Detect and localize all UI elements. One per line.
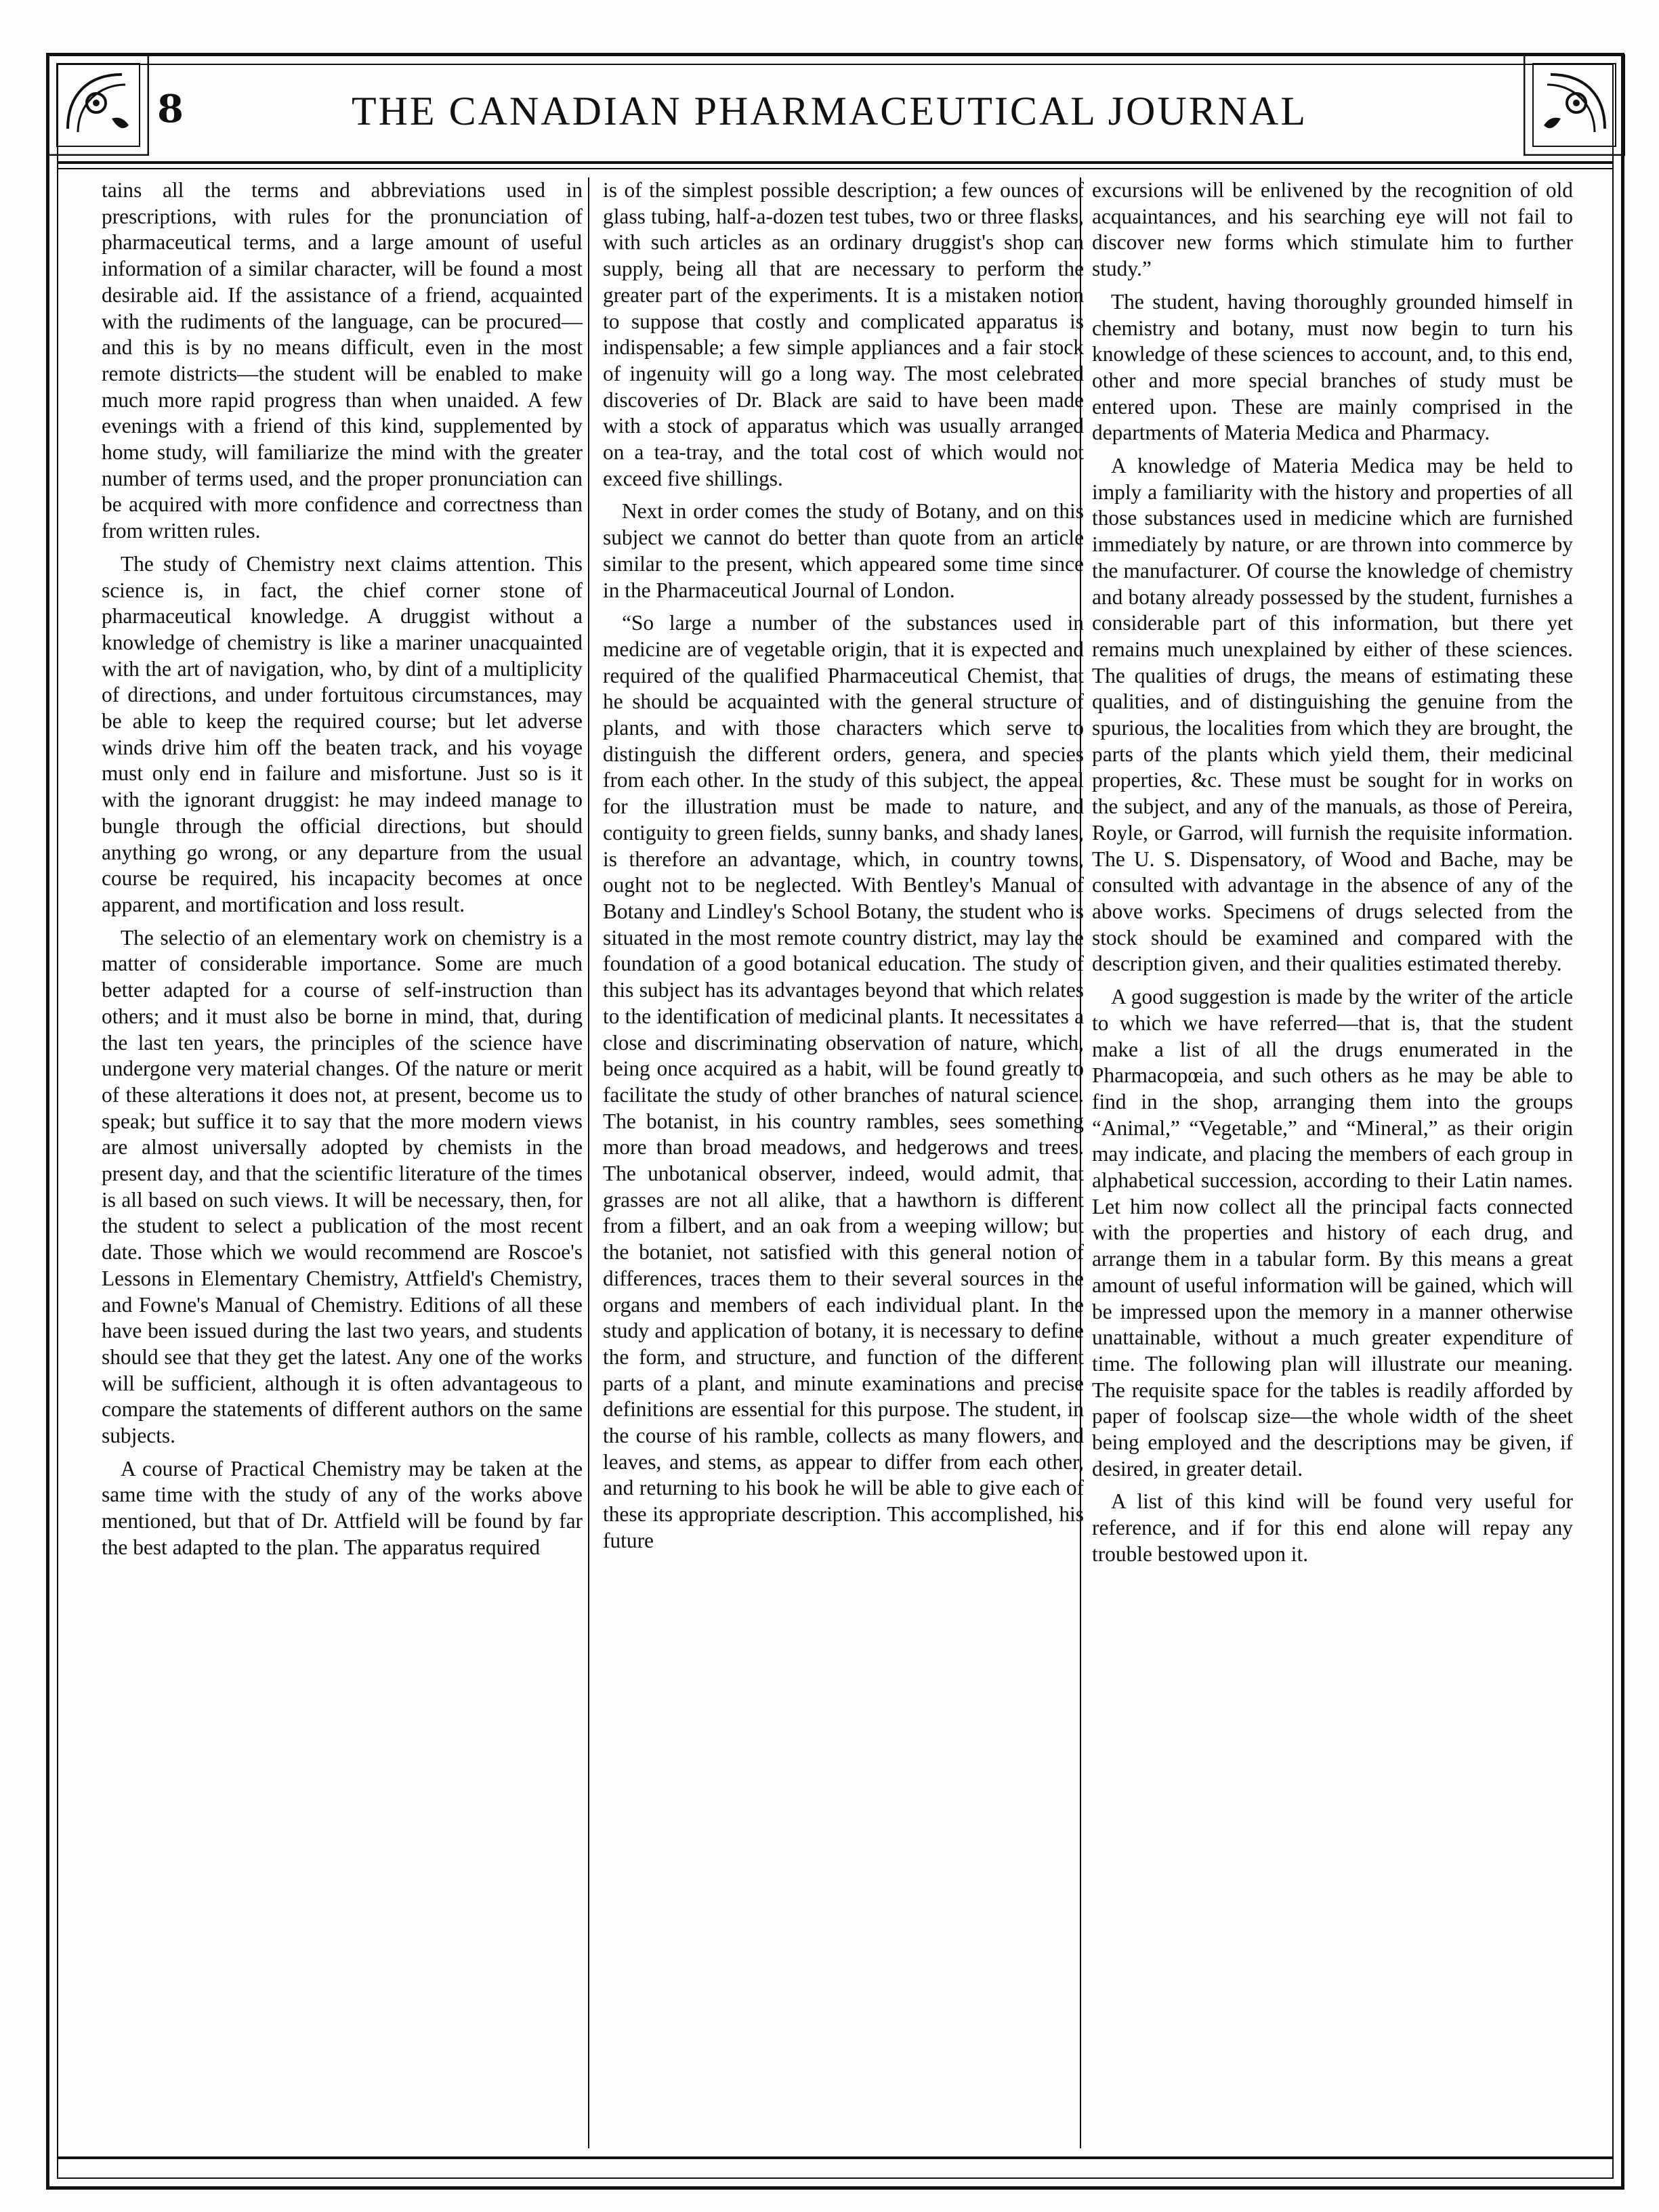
paragraph: The selectio of an elementary work on chemistry is a matter of considerable importance. Some are much better adapted for a course of self-instruction than others; and it must also be borne in mind, that, during the last ten years, the principles of the science have undergone very material changes. Of the nature or merit of these alterations it does not, at present, become us to speak; but suffice it to say that the more modern views are almost universally adopted by chemists in the present day, and that the scientific literature of the times is all based on such views. It will be necessary, then, for the student to select a publication of the most recent date. Those which we would recommend are Roscoe's Lessons in Elementary Chemistry, Attfield's Chemistry, and Fowne's Manual of Chemistry. Editions of all these have been issued during the last two years, and students should see that they get the latest. Any one of the works will be sufficient, although it is often advantageous to compare the statements of different authors on the same subjects. (102, 925, 583, 1448)
footer-divider (57, 2156, 1614, 2159)
journal-title: THE CANADIAN PHARMACEUTICAL JOURNAL (351, 89, 1308, 133)
page-number: 8 (157, 87, 184, 131)
paragraph: tains all the terms and abbreviations used in prescriptions, with rules for the pronunciation of pharmaceutical terms, and a large amount of useful information of a similar character, will be found a most desirable aid. If the assistance of a friend, acquainted with the rudiments of the language, can be procured—and this is by no means difficult, even in the most remote districts—the student will be enabled to make much more rapid progress than when unaided. A few evenings with a friend of this kind, supplemented by home study, will familiarize the mind with the greater number of terms used, and the proper pronunciation can be acquired with more confidence and correctness than from written rules. (102, 178, 583, 543)
text-column-1 (102, 177, 583, 2148)
paragraph: A good suggestion is made by the writer of the article to which we have referred—that is, that the student make a list of all the drugs enumerated in the Pharmacopœia, and such others as he may be able to find in the shop, arranging them into the groups “Animal,” “Vegetable,” and “Mineral,” as their origin may indicate, and placing the members of each group in alphabetical succession, according to their Latin names. Let him now collect all the principal facts connected with the properties and history of each drug, and arrange them in a tabular form. By this means a great amount of useful information will be gained, which will be impressed upon the memory in a manner otherwise unattainable, without a much greater expenditure of time. The following plan will illustrate our meaning. The requisite space for the tables is readily afforded by paper of foolscap size—the whole width of the sheet being employed and the descriptions may be given, if desired, in greater detail. (1092, 985, 1573, 1481)
paragraph: A list of this kind will be found very useful for reference, and if for this end alone will repay any trouble bestowed upon it. (1092, 1489, 1573, 1566)
paragraph: is of the simplest possible description; a few ounces of glass tubing, half-a-dozen test tubes, two or three flasks, with such articles as an ordinary druggist's shop can supply, being all that are necessary to perform the greater part of the experiments. It is a mistaken notion to suppose that costly and complicated apparatus is indispensable; a few simple appliances and a fair stock of ingenuity will go a long way. The most celebrated discoveries of Dr. Black are said to have been made with a stock of apparatus which was usually arranged on a tea-tray, and the total cost of which would not exceed five shillings. (603, 178, 1084, 490)
text-column-3 (1092, 177, 1573, 2148)
paragraph: The student, having thoroughly grounded himself in chemistry and botany, must now begin to turn his knowledge of these sciences to account, and, to this end, other and more special branches of study must be entered upon. These are mainly comprised in the departments of Materia Medica and Pharmacy. (1092, 289, 1573, 445)
column-divider (588, 177, 589, 2148)
paragraph: A knowledge of Materia Medica may be held to imply a familiarity with the history and properties of all those substances used in medicine which are furnished immediately by nature, or are thrown into commerce by the manufacturer. Of course the knowledge of chemistry and botany already possessed by the student, furnishes a considerable part of this information, but there yet remains much unexplained by either of these sciences. The qualities of drugs, the means of estimating these qualities, and of distinguishing the genuine from the spurious, the localities from which they are brought, the parts of the plants which yield them, their medicinal properties, &c. These must be sought for in works on the subject, and any of the manuals, as those of Pereira, Royle, or Garrod, will furnish the requisite information. The U. S. Dispensatory, of Wood and Bache, may be consulted with advantage in the absence of any of the above works. Specimens of drugs selected from the stock should be examined and compared with the description given, and their qualities estimated thereby. (1092, 454, 1573, 976)
paragraph: A course of Practical Chemistry may be taken at the same time with the study of any of the works above mentioned, but that of Dr. Attfield will be found by far the best adapted to the plan. The apparatus required (102, 1456, 583, 1559)
paragraph: excursions will be enlivened by the recognition of old acquaintances, and his searching eye will not fail to discover new forms which stimulate him to further study.” (1092, 178, 1573, 281)
paragraph: The study of Chemistry next claims attention. This science is, in fact, the chief corner stone of pharmaceutical knowledge. A druggist without a knowledge of chemistry is like a mariner unacquainted with the art of navigation, who, by dint of a multiplicity of directions, and under fortuitous circumstances, may be able to keep the required course; but let adverse winds drive him off the beaten track, and his voyage must only end in failure and misfortune. Just so is it with the ignorant druggist: he may indeed manage to bungle through the official directions, but should anything go wrong, or any departure from the usual course be required, his incapacity becomes at once apparent, and mortification and loss result. (102, 551, 583, 916)
corner-ornament-icon (47, 54, 149, 156)
corner-ornament-icon (1524, 54, 1625, 156)
header-divider (57, 168, 1614, 169)
text-column-2 (603, 177, 1084, 2148)
paragraph: Next in order comes the study of Botany, and on this subject we cannot do better than quote from an article similar to the present, which appeared some time since in the Pharmaceutical Journal of London. (603, 499, 1084, 602)
header-divider (57, 161, 1614, 164)
paragraph: “So large a number of the substances used in medicine are of vegetable origin, that it is expected and required of the qualified Pharmaceutical Chemist, that he should be acquainted with the general structure of plants, and with those characters which serve to distinguish the different orders, genera, and species from each other. In the study of this subject, the appeal for the illustration must be made to nature, and contiguity to green fields, sunny banks, and shady lanes, is therefore an advantage, which, in country towns, ought not to be neglected. With Bentley's Manual of Botany and Lindley's School Botany, the student who is situated in the most remote country district, may lay the foundation of a good botanical education. The study of this subject has its advantages beyond that which relates to the identification of medicinal plants. It necessitates a close and discriminating observation of nature, which, being once acquired as a habit, will be found greatly to facilitate the study of other branches of natural science. The botanist, in his country rambles, sees something more than broad meadows, and hedgerows and trees. The unbotanical observer, indeed, would admit, that grasses are not all alike, that a hawthorn is different from a filbert, and an oak from a weeping willow; but the botaniet, not satisfied with this general notion of differences, traces them to their several sources in the organs and members of each individual plant. In the study and application of botany, it is necessary to define the form, and structure, and function of the different parts of a plant, and minute examinations and precise definitions are essential for this purpose. The student, in the course of his ramble, collects as many flowers, and leaves, and stems, as appear to differ from each other, and returning to his book he will be able to give each of these its appropriate description. This accomplished, his future (603, 611, 1084, 1552)
